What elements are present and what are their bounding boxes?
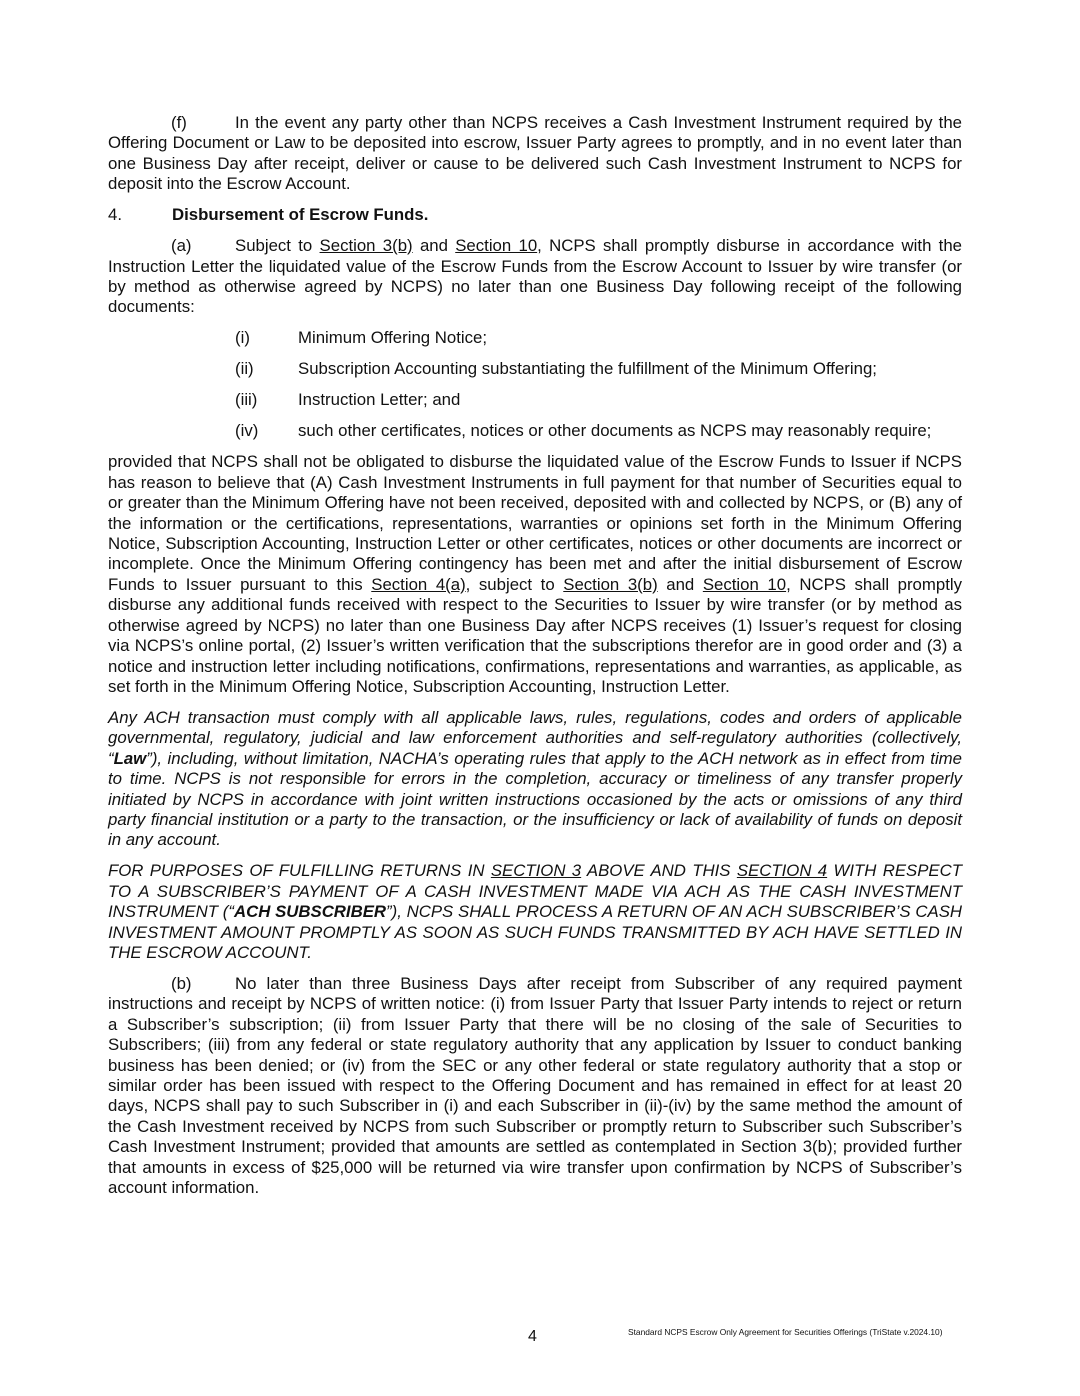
section-10-reference: Section 10	[455, 236, 538, 256]
list-item-label: (iii)	[235, 390, 258, 410]
ach-compliance-paragraph	[108, 708, 962, 851]
list-item-label: (iv)	[235, 421, 259, 441]
paragraph-b-text: No later than three Business Days after receipt from Subscriber of any required payment instructions and receipt by NCPS of written notice: (i) from Issuer Party that Issuer Party intends to reject or return a Subscriber’s subscription; (ii) from Issuer Party that there will be no closing of the sale of Securities to Subscribers; (iii) from any federal or state regulatory authority that any application by Issuer to conduct banking business has been denied; or (iv) from the SEC or any other federal or state regulatory authority that a stop or similar order has been issued with respect to the Offering Document and has remained in effect for at least 20 days, NCPS shall pay to such Subscriber in (i) and each Subscriber in (ii)-(iv) by the same method the amount of the Cash Investment received by NCPS from such Subscriber or promptly return to Subscriber such Subscriber’s Cash Investment Instrument; provided that amounts are settled as contemplated in Section 3(b); provided further that amounts in excess of $25,000 will be returned via wire transfer upon confirmation by NCPS of Subscriber’s account information.	[108, 973, 962, 1198]
required-documents-list	[108, 328, 962, 441]
paragraph-a	[108, 236, 962, 318]
section-10-reference: Section 10	[702, 574, 787, 594]
paragraph-b	[108, 974, 962, 1198]
paragraph-f	[108, 113, 962, 195]
proviso-text-1: provided that NCPS shall not be obligated to disburse the liquidated value of the Escrow Funds to Issuer if NCPS has reason to believe that (A) Cash Investment Instruments in full payment for that number of Securities equal to or greater than the Minimum Offering have not been received, deposited with and collected by NCPS, or (B) any of the information or the certifications, representations, warranties or opinions set forth in the Minimum Offering Notice, Subscription Accounting, Instruction Letter or other certificates, notices or other documents are incorrect or incomplete. Once the Minimum Offering contingency has been met and after the initial disbursement of Escrow Funds to Issuer pursuant to this	[108, 452, 962, 594]
paragraph-f-text: In the event any party other than NCPS receives a Cash Investment Instrument required by the Offering Document or Law to be deposited into escrow, Issuer Party agrees to promptly, and in no event later than one Business Day after receipt, deliver or cause to be delivered such Cash Investment Instrument to NCPS for deposit into the Escrow Account.	[108, 113, 962, 194]
section-4-heading	[108, 205, 962, 225]
proviso-text-2: , subject to	[465, 574, 564, 594]
list-item	[108, 328, 962, 348]
section-4-title: Disbursement of Escrow Funds.	[172, 205, 429, 225]
page-number: 4	[528, 1328, 537, 1345]
proviso-text-4: , NCPS shall promptly disburse any additional funds received with respect to the Securities to Issuer by wire transfer (or by method as otherwise agreed by NCPS) no later than one Business Day after NCPS receives (1) Issuer’s request for closing via NCPS’s online portal, (2) Issuer’s written verification that the subscriptions therefor are in good order and (3) a notice and instruction letter including notifications, confirmations, representations and warranties, as applicable, as set forth in the Minimum Offering Notice, Subscription Accounting, Instruction Letter.	[108, 574, 962, 696]
section-4-number: 4.	[108, 205, 122, 225]
list-item-text: Instruction Letter; and	[298, 390, 461, 410]
list-item-text: such other certificates, notices or other documents as NCPS may reasonably require;	[298, 421, 932, 441]
proviso-paragraph	[108, 452, 962, 697]
document-page	[108, 113, 962, 1209]
list-item	[108, 390, 962, 410]
paragraph-b-label: (b)	[171, 973, 192, 993]
caps-text-4: ”), NCPS SHALL PROCESS A RETURN OF AN ACH SUBSCRIBER’S CASH INVESTMENT AMOUNT PROMPTLY AS SOON AS SUCH FUNDS TRANSMITTED BY ACH HAVE SETTLED IN THE ESCROW ACCOUNT.	[108, 902, 963, 962]
section-3-reference: SECTION 3	[490, 861, 582, 881]
section-3b-reference: Section 3(b)	[563, 574, 658, 594]
paragraph-f-label: (f)	[171, 113, 187, 132]
caps-text-3: WITH RESPECT TO A SUBSCRIBER’S PAYMENT OF A CASH INVESTMENT MADE VIA ACH AS THE CASH INVESTMENT INSTRUMENT (“	[108, 861, 962, 922]
footer-document-title: Standard NCPS Escrow Only Agreement for Securities Offerings (TriState v.2024.10)	[628, 1327, 943, 1337]
section-4a-reference: Section 4(a)	[371, 574, 466, 594]
caps-text-2: ABOVE AND THIS	[581, 861, 737, 881]
list-item-label: (ii)	[235, 359, 254, 379]
list-item-text: Minimum Offering Notice;	[298, 328, 488, 348]
list-item	[108, 421, 962, 441]
ach-text-1: Any ACH transaction must comply with all applicable laws, rules, regulations, codes and orders of applicable governmental, regulatory, judicial and law enforcement authorities and self-regulatory authorities (collectively, “	[108, 707, 962, 768]
section-3b-reference: Section 3(b)	[319, 236, 413, 256]
paragraph-a-text-1: Subject to	[235, 236, 320, 256]
paragraph-a-text-3: , NCPS shall promptly disburse in accordance with the Instruction Letter the liquidated value of the Escrow Funds from the Escrow Account to Issuer by wire transfer (or by method as otherwise agreed by NCPS) no later than one Business Day following receipt of the following documents:	[108, 236, 963, 317]
list-item-label: (i)	[235, 328, 250, 348]
paragraph-a-label: (a)	[171, 236, 192, 256]
proviso-text-3: and	[657, 574, 703, 594]
ach-returns-paragraph	[108, 861, 962, 963]
law-defined-term: Law	[113, 748, 147, 768]
list-item-text: Subscription Accounting substantiating the fulfillment of the Minimum Offering;	[298, 359, 877, 379]
paragraph-a-text-2: and	[412, 236, 456, 256]
ach-subscriber-defined-term: ACH SUBSCRIBER	[233, 902, 387, 922]
list-item	[108, 359, 962, 379]
caps-text-1: FOR PURPOSES OF FULFILLING RETURNS IN	[108, 861, 491, 881]
section-4-reference: SECTION 4	[736, 861, 828, 881]
ach-text-2: ”), including, without limitation, NACHA’s operating rules that apply to the ACH network as in effect from time to time. NCPS is not responsible for errors in the completion, accuracy or timeliness of any transfer properly initiated by NCPS in accordance with joint written instructions occasioned by the acts or omissions of any third party financial institution or a party to the transaction, or the insufficiency or lack of availability of funds on deposit in any account.	[108, 748, 962, 850]
